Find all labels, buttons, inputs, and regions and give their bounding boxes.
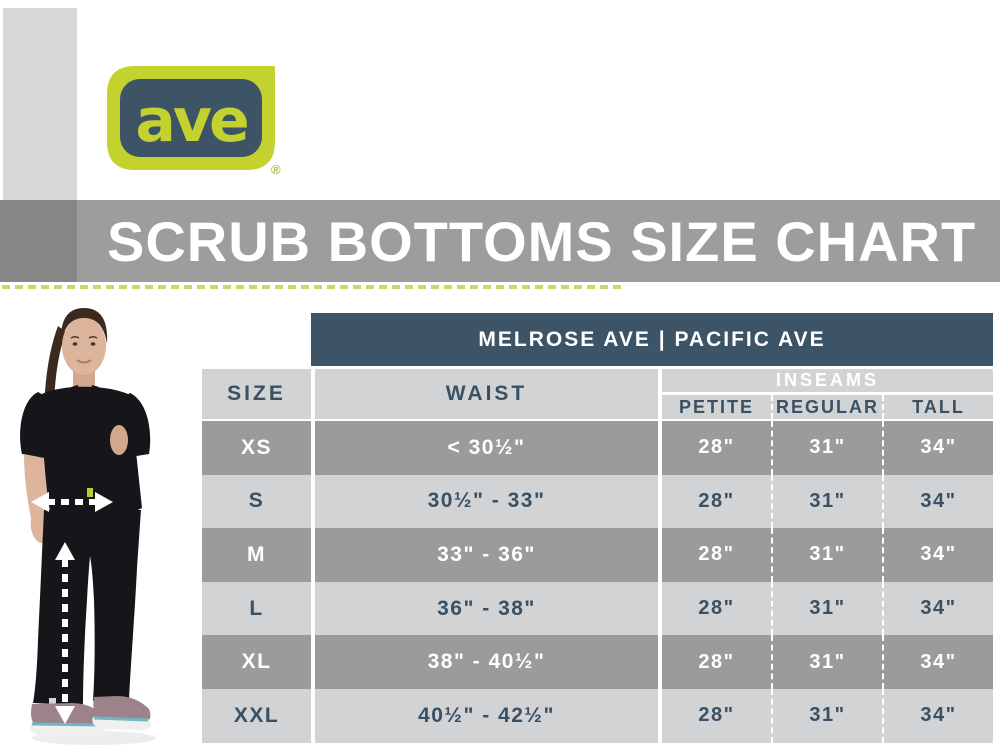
table-row-l: [202, 582, 993, 636]
table-row-xxl: [202, 689, 993, 743]
col-header-inseams: INSEAMS: [662, 369, 993, 395]
size-value: XS: [202, 421, 311, 475]
table-row-s: [202, 475, 993, 529]
accent-bar: [3, 8, 77, 200]
tall-value: 34": [884, 582, 993, 636]
table-row-m: [202, 528, 993, 582]
petite-value: 28": [662, 635, 771, 689]
tall-value: 34": [884, 635, 993, 689]
inseams-header-group: [662, 369, 993, 419]
regular-value: 31": [771, 528, 884, 582]
banner-left-block: [0, 200, 77, 282]
petite-value: 28": [662, 582, 771, 636]
regular-value: 31": [771, 689, 884, 743]
registered-trademark: ®: [271, 162, 281, 177]
size-value: M: [202, 528, 311, 582]
scrub-pants: [33, 510, 141, 705]
tall-value: 34": [884, 689, 993, 743]
table-row-xl: [202, 635, 993, 689]
waist-value: 38" - 40½": [315, 635, 658, 689]
size-value: L: [202, 582, 311, 636]
ave-logo-icon: [105, 64, 277, 172]
tall-value: 34": [884, 475, 993, 529]
waist-value: 33" - 36": [315, 528, 658, 582]
petite-value: 28": [662, 475, 771, 529]
petite-value: 28": [662, 421, 771, 475]
size-value: XXL: [202, 689, 311, 743]
waist-value: 36" - 38": [315, 582, 658, 636]
waist-value: 40½" - 42½": [315, 689, 658, 743]
petite-value: 28": [662, 528, 771, 582]
model-head: [62, 317, 106, 375]
table-body: [202, 421, 993, 743]
column-headers: [202, 369, 993, 419]
model-photo: [2, 300, 167, 750]
regular-value: 31": [771, 421, 884, 475]
regular-value: 31": [771, 582, 884, 636]
page-title: SCRUB BOTTOMS SIZE CHART: [107, 209, 977, 273]
regular-value: 31": [771, 475, 884, 529]
col-header-regular: REGULAR: [771, 395, 884, 419]
regular-value: 31": [771, 635, 884, 689]
table-row-xs: [202, 421, 993, 475]
logo-text: ave: [135, 86, 247, 156]
tall-value: 34": [884, 421, 993, 475]
petite-value: 28": [662, 689, 771, 743]
col-header-size: SIZE: [202, 369, 311, 419]
size-table: [202, 313, 993, 743]
size-value: S: [202, 475, 311, 529]
col-header-waist: WAIST: [315, 369, 658, 419]
tall-value: 34": [884, 528, 993, 582]
dashed-divider: [2, 285, 622, 289]
waist-value: 30½" - 33": [315, 475, 658, 529]
title-banner: [0, 200, 1000, 282]
scrubs-model-illustration: [2, 300, 167, 750]
waist-value: < 30½": [315, 421, 658, 475]
brand-header: MELROSE AVE | PACIFIC AVE: [311, 313, 993, 366]
col-header-tall: TALL: [884, 395, 993, 419]
brand-logo: [105, 64, 281, 177]
col-header-petite: PETITE: [662, 395, 771, 419]
size-value: XL: [202, 635, 311, 689]
